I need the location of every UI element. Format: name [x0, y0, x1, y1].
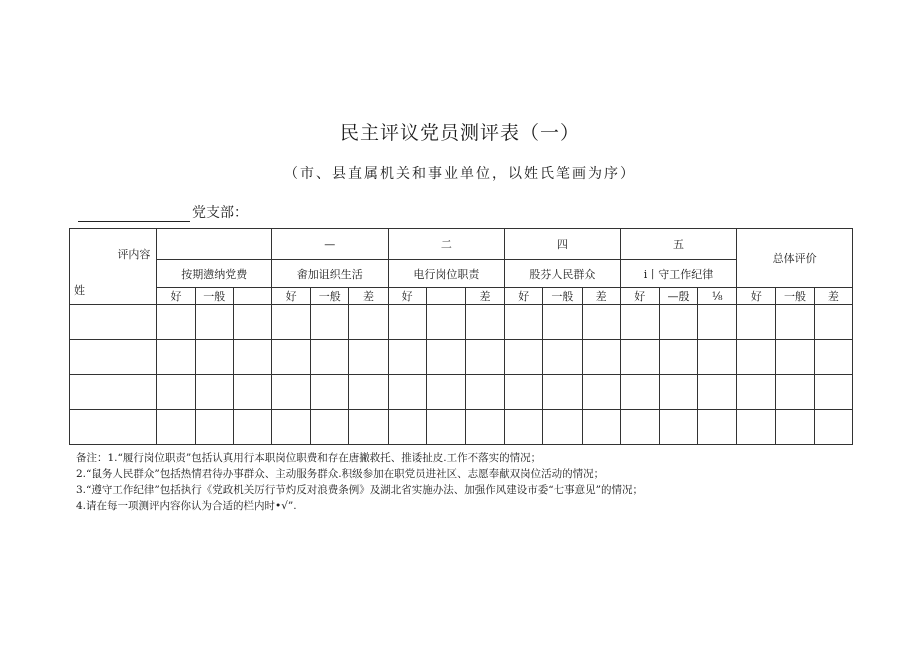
corner-header-cell	[70, 229, 157, 305]
rating-checkbox-cell[interactable]	[620, 340, 659, 375]
rating-checkbox-cell[interactable]	[776, 410, 814, 445]
rating-checkbox-cell[interactable]	[543, 375, 582, 410]
rating-checkbox-cell[interactable]	[737, 305, 776, 340]
member-name-cell[interactable]	[70, 305, 157, 340]
rating-checkbox-cell[interactable]	[737, 410, 776, 445]
rating-checkbox-cell[interactable]	[659, 340, 697, 375]
rating-checkbox-cell[interactable]	[349, 340, 388, 375]
rating-checkbox-cell[interactable]	[505, 410, 543, 445]
rating-checkbox-cell[interactable]	[157, 305, 195, 340]
evaluation-table	[69, 228, 853, 445]
rating-checkbox-cell[interactable]	[465, 375, 504, 410]
rating-checkbox-cell[interactable]	[814, 340, 852, 375]
rating-label: 差	[814, 288, 852, 305]
rating-checkbox-cell[interactable]	[426, 375, 465, 410]
rating-checkbox-cell[interactable]	[465, 340, 504, 375]
rating-label: 好	[157, 288, 195, 305]
corner-name-label: 姓	[74, 284, 85, 297]
table-row	[70, 375, 853, 410]
rating-checkbox-cell[interactable]	[195, 305, 233, 340]
rating-checkbox-cell[interactable]	[737, 375, 776, 410]
rating-checkbox-cell[interactable]	[388, 305, 426, 340]
rating-checkbox-cell[interactable]	[698, 340, 737, 375]
rating-checkbox-cell[interactable]	[349, 305, 388, 340]
rating-label: 好	[737, 288, 776, 305]
rating-checkbox-cell[interactable]	[157, 375, 195, 410]
item-serve-people: 股芬人民群众	[505, 260, 621, 288]
rating-checkbox-cell[interactable]	[349, 410, 388, 445]
rating-checkbox-cell[interactable]	[659, 410, 697, 445]
rating-checkbox-cell[interactable]	[233, 340, 271, 375]
corner-content-label: 评内容	[117, 248, 151, 261]
page-subtitle: （市、县直属机关和事业单位，以姓氏笔画为序）	[284, 166, 636, 182]
item-observe-discipline: i丨守工作纪律	[620, 260, 737, 288]
rating-checkbox-cell[interactable]	[620, 410, 659, 445]
note-line: 3.“遵守工作纪律”包括执行《党政机关厉行节灼反对浪费条例》及湖北省实施办法、加强作风建设市委“七事意见”的情况；	[76, 484, 643, 496]
rating-label: 好	[272, 288, 311, 305]
rating-checkbox-cell[interactable]	[195, 340, 233, 375]
rating-checkbox-cell[interactable]	[543, 305, 582, 340]
page-title: 民主评议党员测评表（一）	[339, 122, 580, 144]
rating-checkbox-cell[interactable]	[505, 305, 543, 340]
section-number-5: 五	[620, 229, 737, 260]
rating-checkbox-cell[interactable]	[272, 305, 311, 340]
rating-checkbox-cell[interactable]	[195, 410, 233, 445]
rating-checkbox-cell[interactable]	[659, 305, 697, 340]
item-fulfill-duties: 电行岗位职责	[388, 260, 505, 288]
rating-checkbox-cell[interactable]	[157, 410, 195, 445]
rating-checkbox-cell[interactable]	[311, 340, 349, 375]
table-row	[70, 340, 853, 375]
rating-checkbox-cell[interactable]	[582, 410, 620, 445]
rating-checkbox-cell[interactable]	[814, 410, 852, 445]
rating-label: —殷	[659, 288, 697, 305]
rating-label: 好	[505, 288, 543, 305]
rating-checkbox-cell[interactable]	[426, 305, 465, 340]
section-number-4: 四	[505, 229, 621, 260]
table-row	[70, 305, 853, 340]
rating-checkbox-cell[interactable]	[698, 410, 737, 445]
rating-checkbox-cell[interactable]	[505, 340, 543, 375]
rating-checkbox-cell[interactable]	[311, 375, 349, 410]
rating-checkbox-cell[interactable]	[620, 305, 659, 340]
section-number-1	[157, 229, 272, 260]
rating-checkbox-cell[interactable]	[233, 410, 271, 445]
rating-checkbox-cell[interactable]	[582, 375, 620, 410]
rating-checkbox-cell[interactable]	[620, 375, 659, 410]
rating-checkbox-cell[interactable]	[465, 410, 504, 445]
rating-label: 一般	[311, 288, 349, 305]
rating-checkbox-cell[interactable]	[272, 375, 311, 410]
section-number-3: 二	[388, 229, 505, 260]
rating-label: 一般	[543, 288, 582, 305]
rating-checkbox-cell[interactable]	[349, 375, 388, 410]
rating-checkbox-cell[interactable]	[698, 305, 737, 340]
note-line: 备注：1.“履行岗位职责”包括认真用行本职岗位职费和存在唐撇救托、推诿扯皮.工作不落实的情况；	[76, 452, 542, 464]
item-pay-dues: 按期懑纳党费	[157, 260, 272, 288]
rating-checkbox-cell[interactable]	[737, 340, 776, 375]
rating-label: 差	[349, 288, 388, 305]
rating-label: 好	[388, 288, 426, 305]
rating-checkbox-cell[interactable]	[426, 410, 465, 445]
rating-checkbox-cell[interactable]	[388, 375, 426, 410]
note-line: 2.“鼠务人民群众”包括热情君待办事群众、主动服务群众.积级参加在职党员进社区、志愿奉献双岗位活动的情况；	[76, 468, 605, 480]
section-number-2: —	[272, 229, 389, 260]
rating-label	[233, 288, 271, 305]
rating-checkbox-cell[interactable]	[814, 305, 852, 340]
rating-checkbox-cell[interactable]	[272, 410, 311, 445]
rating-checkbox-cell[interactable]	[233, 305, 271, 340]
rating-checkbox-cell[interactable]	[543, 340, 582, 375]
member-name-cell[interactable]	[70, 410, 157, 445]
member-name-cell[interactable]	[70, 375, 157, 410]
rating-checkbox-cell[interactable]	[776, 340, 814, 375]
rating-checkbox-cell[interactable]	[388, 340, 426, 375]
rating-checkbox-cell[interactable]	[659, 375, 697, 410]
rating-checkbox-cell[interactable]	[157, 340, 195, 375]
rating-label: 好	[620, 288, 659, 305]
rating-checkbox-cell[interactable]	[776, 375, 814, 410]
rating-checkbox-cell[interactable]	[776, 305, 814, 340]
rating-checkbox-cell[interactable]	[426, 340, 465, 375]
rating-checkbox-cell[interactable]	[233, 375, 271, 410]
rating-label: 差	[582, 288, 620, 305]
item-attend-meetings: 畬加诅织生活	[272, 260, 389, 288]
rating-checkbox-cell[interactable]	[814, 375, 852, 410]
rating-checkbox-cell[interactable]	[543, 410, 582, 445]
branch-name-blank[interactable]	[78, 207, 190, 222]
rating-checkbox-cell[interactable]	[311, 305, 349, 340]
rating-checkbox-cell[interactable]	[582, 305, 620, 340]
rating-label: 一般	[776, 288, 814, 305]
rating-checkbox-cell[interactable]	[311, 410, 349, 445]
rating-label: ⅛	[698, 288, 737, 305]
branch-label: 党支部：	[192, 205, 248, 221]
party-branch-field[interactable]	[78, 202, 248, 222]
rating-label: 差	[465, 288, 504, 305]
rating-checkbox-cell[interactable]	[698, 375, 737, 410]
rating-checkbox-cell[interactable]	[505, 375, 543, 410]
note-line: 4.请在每一项测评内容你认为合适的栏内时•√”.	[76, 500, 297, 512]
rating-label	[426, 288, 465, 305]
rating-checkbox-cell[interactable]	[195, 375, 233, 410]
member-name-cell[interactable]	[70, 340, 157, 375]
table-row	[70, 410, 853, 445]
rating-checkbox-cell[interactable]	[582, 340, 620, 375]
overall-header: 总体评价	[737, 229, 853, 288]
rating-checkbox-cell[interactable]	[465, 305, 504, 340]
rating-checkbox-cell[interactable]	[272, 340, 311, 375]
rating-label: 一般	[195, 288, 233, 305]
notes-section	[76, 450, 643, 514]
rating-checkbox-cell[interactable]	[388, 410, 426, 445]
